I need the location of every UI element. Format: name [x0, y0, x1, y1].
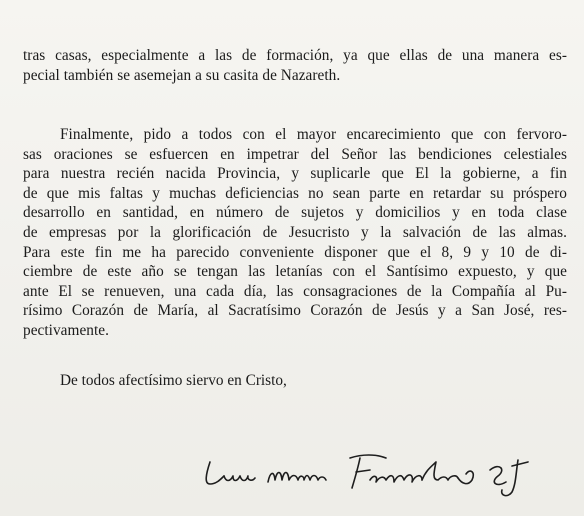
text-line: de empresas por la glorificación de Jesucristo y la salvación de las almas.	[23, 223, 567, 241]
text-line: ciembre de este año se tengan las letanías con el Santísimo expuesto, y que	[23, 263, 567, 281]
text-line: desarrollo en santidad, en número de sujetos y domicilios y en toda clase	[23, 204, 567, 222]
paragraph-1	[23, 46, 567, 85]
text-line: de que mis faltas y muchas deficiencias no sean parte en retardar su próspero	[23, 184, 567, 202]
text-line: tras casas, especialmente a las de formación, ya que ellas de una manera es-	[23, 47, 567, 64]
text-line: pecial también se asemejan a su casita de Nazareth.	[23, 66, 341, 84]
text-line: ante El se renueven, una cada día, las consagraciones de la Compañía al Pu-	[23, 282, 567, 300]
closing-salutation: De todos afectísimo siervo en Cristo,	[60, 372, 287, 389]
text-line: rísimo Corazón de María, al Sacratísimo Corazón de Jesús y a San José, res-	[23, 302, 567, 320]
text-line: pectivamente.	[23, 321, 110, 339]
bleed-through-decoration	[40, 92, 43, 108]
text-line: sas oraciones se esfuercen en impetrar del Señor las bendiciones celestiales	[23, 145, 567, 163]
text-line: Para este fin me ha parecido conveniente disponer que el 8, 9 y 10 de di-	[23, 243, 567, 261]
paragraph-2	[23, 125, 567, 341]
handwritten-signature	[200, 440, 560, 500]
text-line: para nuestra recién nacida Provincia, y suplicarle que El la gobierne, a fin	[23, 165, 567, 183]
text-line: Finalmente, pido a todos con el mayor encarecimiento que con fervoro-	[60, 126, 567, 143]
